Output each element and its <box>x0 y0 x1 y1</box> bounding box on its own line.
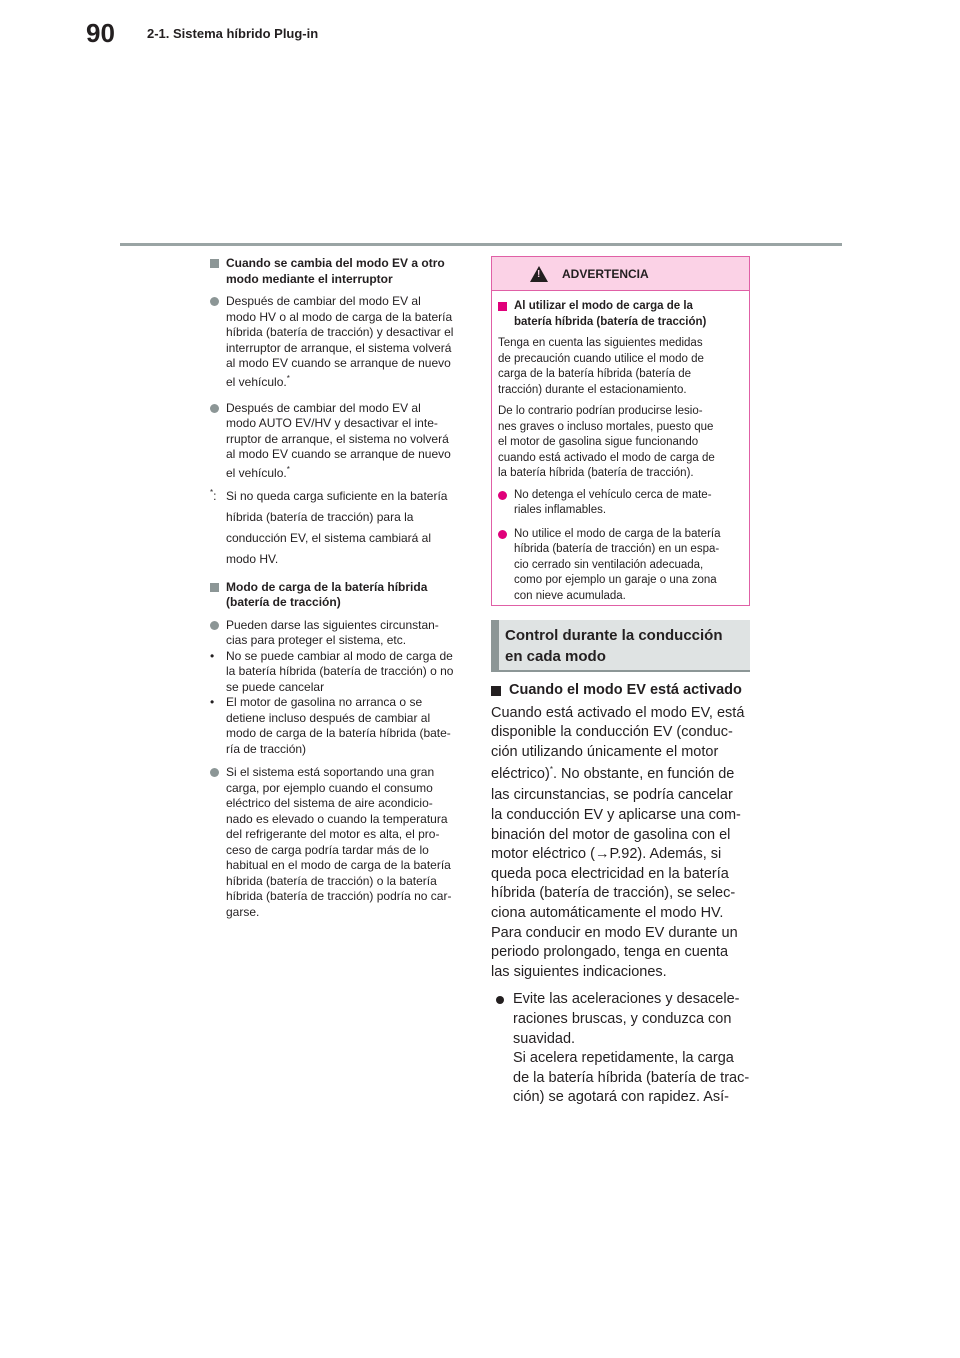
header-divider <box>120 243 842 246</box>
round-bullet-icon <box>498 530 507 539</box>
footnote-asterisk: * <box>286 464 290 474</box>
footnote: *: Si no queda carga suficiente en la batería híbrida (batería de tracción) para la conducción EV, el sistema cambiará al modo HV. <box>210 487 448 566</box>
bullet-item: Después de cambiar del modo EV al modo AUTO EV/HV y desactivar el inte- rruptor de arranque, el sistema no volverá al modo EV cuando se arranque de nuevo el vehículo.* <box>210 401 468 484</box>
page-number: 90 <box>86 18 115 48</box>
square-bullet-icon <box>210 259 219 268</box>
warning-box <box>491 256 750 606</box>
left-column <box>210 256 468 928</box>
right-column <box>491 681 753 1108</box>
sub-list-item: • No se puede cambiar al modo de carga de la batería híbrida (batería de tracción) o no se puede cancelar <box>210 648 454 694</box>
warning-body <box>492 291 749 604</box>
square-bullet-icon <box>498 302 507 311</box>
section-heading-text: Control durante la conducción en cada modo <box>505 627 723 665</box>
subheading-ev-active: Cuando el modo EV está activado <box>491 681 753 701</box>
warning-bullet: No utilice el modo de carga de la batería híbrida (batería de tracción) en un espa- cio cerrado sin ventilación adecuada, como por ejemplo un garaje o una zona con nieve acumulada. <box>498 527 739 605</box>
round-bullet-icon <box>210 404 219 413</box>
round-bullet-icon <box>498 491 507 500</box>
warning-subheading: Al utilizar el modo de carga de la batería híbrida (batería de tracción) <box>498 299 739 330</box>
square-bullet-icon <box>491 686 501 696</box>
round-bullet-icon <box>210 297 219 306</box>
warning-paragraph: Tenga en cuenta las siguientes medidas de precaución cuando utilice el modo de carga de la batería híbrida (batería de tracción) durante el estacionamiento. <box>498 337 704 396</box>
warning-header <box>492 257 749 291</box>
footnote-asterisk: * <box>549 765 553 775</box>
warning-bullet: No detenga el vehículo cerca de mate- riales inflamables. <box>498 488 739 519</box>
round-bullet-icon <box>210 768 219 777</box>
round-bullet-icon <box>496 996 504 1004</box>
bullet-item: Si el sistema está soportando una gran carga, por ejemplo cuando el consumo eléctrico del sistema de aire acondicio- nado es elevado o cuando la temperatura del refrigerante del motor es alta, el pro- ceso de carga podría tardar más de lo habitual en el modo de carga de la batería híbrida (batería de tracción) o la batería híbrida (batería de tracción) podría no car- garse. <box>210 765 468 920</box>
bullet-item: Evite las aceleraciones y desacele- raciones bruscas, y conduzca con suavidad. Si acelera repetidamente, la carga de la batería híbrida (batería de trac- ción) se agotará con rapidez. Así- <box>491 990 753 1108</box>
bullet-item: Pueden darse las siguientes circunstan- cias para proteger el sistema, etc. <box>210 618 468 649</box>
subheading-ev-switch: Cuando se cambia del modo EV a otro modo mediante el interruptor <box>210 256 468 287</box>
sub-list-item: • El motor de gasolina no arranca o se detiene incluso después de cambiar al modo de carga de la batería híbrida (bate- ría de tracción) <box>210 695 451 756</box>
square-bullet-icon <box>210 583 219 592</box>
bullet-item: Después de cambiar del modo EV al modo HV o al modo de carga de la batería híbrida (batería de tracción) y desactivar el interruptor de arranque, el sistema volverá al modo EV cuando se arranque de nuevo el vehículo.* <box>210 294 468 393</box>
warning-paragraph: De lo contrario podrían producirse lesio- nes graves o incluso mortales, puesto que el motor de gasolina sigue funcionando cuando está activado el modo de carga de la batería híbrida (batería de tracción). <box>498 405 715 479</box>
round-bullet-icon <box>210 621 219 630</box>
warning-triangle-icon <box>530 266 548 282</box>
section-heading <box>491 620 750 672</box>
chapter-section-title: 2-1. Sistema híbrido Plug-in <box>147 26 319 41</box>
footnote-asterisk: * <box>286 373 290 383</box>
arrow-reference-icon: → <box>594 846 610 863</box>
subheading-charge-mode: Modo de carga de la batería híbrida (batería de tracción) <box>210 580 468 611</box>
body-paragraph: Cuando está activado el modo EV, está disponible la conducción EV (conduc- ción utilizando únicamente el motor eléctrico)*. No obstante, en función de las circunstancias, se podría cancelar la conducción EV y aplicarse una com- binación del motor de gasolina con el motor eléctrico (→P.92). Además, si queda poca electricidad en la batería híbrida (batería de tracción), se selec- ciona automáticamente el modo HV. Para conducir en modo EV durante un periodo prolongado, tenga en cuenta las siguientes indicaciones. <box>491 704 745 980</box>
warning-title: ADVERTENCIA <box>562 266 649 281</box>
section-heading-bar <box>491 620 499 670</box>
